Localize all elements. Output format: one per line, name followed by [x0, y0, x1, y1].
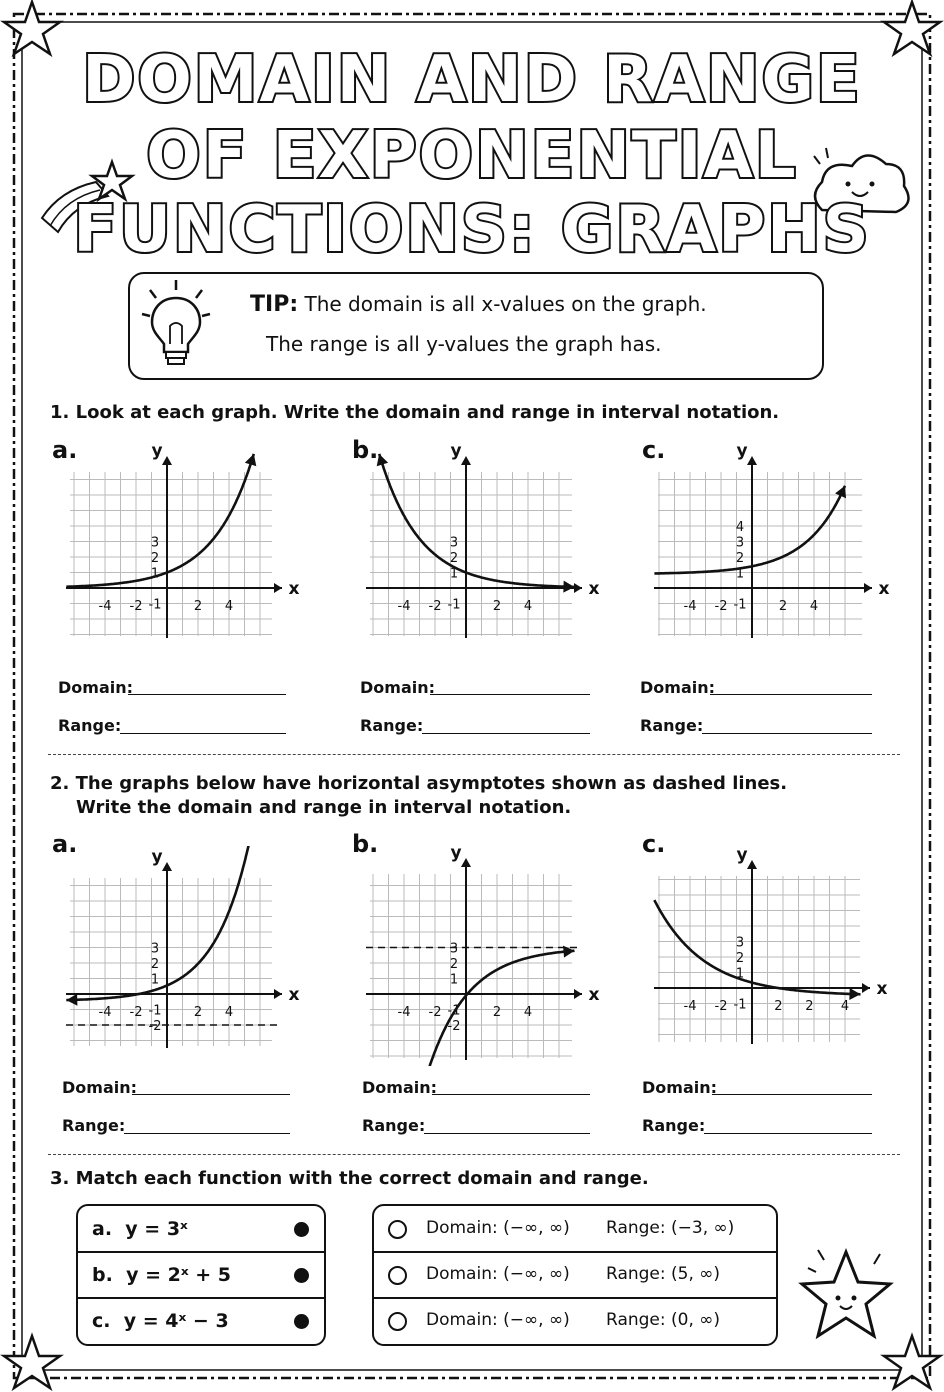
q1a-range-blank[interactable] — [120, 733, 286, 734]
q2c-range-label: Range: — [642, 1116, 706, 1135]
x-tick-label: 4 — [840, 999, 850, 1014]
x-tick-label: 2 — [492, 1005, 502, 1020]
corner-star-icon — [884, 1336, 940, 1388]
y-tick-label: -1 — [447, 1003, 461, 1019]
y-tick-label: -1 — [148, 597, 162, 613]
q3-prompt: 3. Match each function with the correct domain and range. — [50, 1168, 649, 1189]
q2c-range-blank[interactable] — [704, 1133, 872, 1134]
y-tick-label: -2 — [447, 1019, 461, 1034]
q1c-domain-blank[interactable] — [710, 694, 872, 695]
x-axis-label: x — [876, 979, 888, 999]
corner-star-icon — [884, 2, 940, 54]
y-axis-label: y — [450, 441, 462, 461]
x-axis-arrow-icon — [574, 583, 582, 593]
q1b-range-blank[interactable] — [422, 733, 590, 734]
q1a-domain-label: Domain: — [58, 678, 134, 697]
q1a-domain-blank[interactable] — [128, 694, 286, 695]
y-tick-label: 1 — [150, 566, 160, 582]
y-axis-arrow-icon — [162, 456, 172, 465]
q2a-domain-blank[interactable] — [132, 1094, 290, 1095]
curve — [379, 454, 574, 587]
q2a-range-label: Range: — [62, 1116, 126, 1135]
function-b-letter: b. — [92, 1264, 113, 1286]
curve — [382, 951, 574, 1066]
answer-2-domain: Domain: (−∞, ∞) — [426, 1264, 570, 1284]
y-axis-label: y — [736, 846, 748, 865]
x-tick-label: -2 — [714, 599, 728, 614]
x-tick-label: -4 — [397, 599, 411, 614]
curve-arrow-icon — [66, 994, 77, 1006]
q2c-graph — [644, 846, 904, 1066]
answer-3-domain: Domain: (−∞, ∞) — [426, 1310, 570, 1330]
x-axis-arrow-icon — [274, 989, 282, 999]
y-axis-label: y — [151, 847, 163, 867]
function-c — [92, 1310, 229, 1332]
match-dot-b[interactable] — [294, 1268, 309, 1283]
q1b-domain-blank[interactable] — [430, 694, 590, 695]
q2a-graph — [52, 846, 312, 1066]
q2c-domain-label: Domain: — [642, 1078, 718, 1097]
y-tick-label: 1 — [449, 972, 459, 988]
x-tick-label: -4 — [98, 599, 112, 614]
title-line-1: DOMAIN AND RANGE — [82, 43, 862, 117]
x-tick-label: -4 — [397, 1005, 411, 1020]
y-tick-label: 1 — [735, 566, 745, 582]
tip-box — [128, 272, 824, 380]
x-tick-label: 2 — [193, 1005, 203, 1020]
q2b-letter: b. — [352, 830, 379, 858]
curve — [66, 454, 254, 587]
y-tick-label: 2 — [735, 551, 745, 566]
y-axis-arrow-icon — [461, 858, 471, 867]
q1b-letter: b. — [352, 436, 379, 464]
y-tick-label: 2 — [150, 957, 160, 972]
functions-box — [76, 1204, 326, 1346]
q2a-range-blank[interactable] — [124, 1133, 290, 1134]
y-tick-label: 1 — [449, 566, 459, 582]
function-c-expr: y = 4ˣ − 3 — [123, 1310, 229, 1332]
q1a-letter: a. — [52, 436, 78, 464]
function-b — [92, 1264, 231, 1286]
curve-arrow-icon — [563, 581, 574, 593]
q2b-graph — [356, 846, 616, 1066]
match-circle-1[interactable] — [388, 1220, 407, 1239]
tip-text-1: The domain is all x-values on the graph. — [304, 292, 707, 316]
answer-2-range: Range: (5, ∞) — [606, 1264, 721, 1284]
y-axis-label: y — [450, 846, 462, 863]
x-axis-arrow-icon — [864, 583, 872, 593]
q2b-domain-label: Domain: — [362, 1078, 438, 1097]
y-tick-label: -1 — [148, 1003, 162, 1019]
x-tick-label: 2 — [193, 599, 203, 614]
q1-prompt: 1. Look at each graph. Write the domain and range in interval notation. — [50, 402, 780, 423]
match-dot-a[interactable] — [294, 1222, 309, 1237]
q2b-range-blank[interactable] — [424, 1133, 590, 1134]
q2b-range-label: Range: — [362, 1116, 426, 1135]
y-axis-arrow-icon — [461, 456, 471, 465]
curve-arrow-icon — [377, 454, 388, 466]
x-tick-label: 4 — [523, 599, 533, 614]
y-axis-label: y — [151, 441, 163, 461]
curve — [654, 486, 845, 574]
y-tick-label: -1 — [447, 597, 461, 613]
q1c-range-blank[interactable] — [702, 733, 872, 734]
y-tick-label: 3 — [735, 535, 745, 551]
answer-3-range: Range: (0, ∞) — [606, 1310, 721, 1330]
x-axis-arrow-icon — [274, 583, 282, 593]
q1a-graph — [52, 440, 312, 650]
y-tick-label: 3 — [449, 941, 459, 957]
x-tick-label: 4 — [809, 599, 819, 614]
q2c-letter: c. — [642, 830, 666, 858]
match-dot-c[interactable] — [294, 1314, 309, 1329]
x-tick-label: -4 — [98, 1005, 112, 1020]
y-tick-label: 3 — [150, 535, 160, 551]
x-axis-label: x — [588, 985, 600, 1005]
x-tick-label: -4 — [683, 599, 697, 614]
answer-1-range: Range: (−3, ∞) — [606, 1218, 735, 1238]
y-axis-arrow-icon — [747, 456, 757, 465]
x-tick-label: -2 — [428, 1005, 442, 1020]
tip-line-1 — [250, 292, 707, 317]
x-axis-label: x — [288, 579, 300, 599]
function-a-expr: y = 3ˣ — [125, 1218, 188, 1240]
y-tick-label: 3 — [150, 941, 160, 957]
q2-prompt-line-2: Write the domain and range in interval notation. — [76, 797, 572, 818]
x-tick-label: 4 — [224, 1005, 234, 1020]
q1c-graph — [644, 440, 904, 650]
y-tick-label: 2 — [449, 551, 459, 566]
x-tick-label: -4 — [683, 999, 697, 1014]
answers-box — [372, 1204, 778, 1346]
x-axis-arrow-icon — [574, 989, 582, 999]
section-divider — [48, 754, 900, 755]
q1c-domain-label: Domain: — [640, 678, 716, 697]
q2-prompt-line-1: 2. The graphs below have horizontal asymptotes shown as dashed lines. — [50, 773, 788, 794]
x-axis-label: x — [588, 579, 600, 599]
x-tick-label: 4 — [224, 599, 234, 614]
function-c-letter: c. — [92, 1310, 111, 1332]
q1c-range-label: Range: — [640, 716, 704, 735]
y-tick-label: 1 — [150, 972, 160, 988]
y-axis-label: y — [736, 441, 748, 461]
y-tick-label: 3 — [735, 935, 745, 951]
y-axis-arrow-icon — [162, 862, 172, 871]
q1c-letter: c. — [642, 436, 666, 464]
x-axis-label: x — [288, 985, 300, 1005]
y-tick-label: -1 — [733, 997, 747, 1013]
corner-star-icon — [4, 2, 60, 54]
title-line-3: FUNCTIONS: GRAPHS — [73, 193, 871, 267]
match-circle-3[interactable] — [388, 1312, 407, 1331]
x-tick-label: 2 — [805, 999, 814, 1014]
x-tick-label: -2 — [428, 599, 442, 614]
tip-label: TIP: — [250, 292, 299, 317]
corner-star-icon — [4, 1336, 60, 1388]
function-a — [92, 1218, 188, 1240]
q2c-domain-blank[interactable] — [712, 1094, 872, 1095]
q1b-graph — [356, 440, 616, 650]
match-circle-2[interactable] — [388, 1266, 407, 1285]
x-tick-label: 2 — [774, 999, 783, 1014]
x-axis-arrow-icon — [862, 983, 870, 993]
q1b-domain-label: Domain: — [360, 678, 436, 697]
section-divider — [48, 1154, 900, 1155]
smiling-star-icon — [802, 1250, 890, 1336]
title-line-2: OF EXPONENTIAL — [146, 119, 798, 193]
y-tick-label: 1 — [735, 966, 745, 982]
y-tick-label: 2 — [449, 957, 459, 972]
x-axis-label: x — [878, 579, 890, 599]
answer-1-domain: Domain: (−∞, ∞) — [426, 1218, 570, 1238]
x-tick-label: -2 — [129, 599, 143, 614]
x-tick-label: 4 — [523, 1005, 533, 1020]
curve-arrow-icon — [849, 988, 860, 1000]
function-b-expr: y = 2ˣ + 5 — [126, 1264, 232, 1286]
x-tick-label: -2 — [714, 999, 728, 1014]
tip-line-2: The range is all y-values the graph has. — [266, 332, 662, 356]
y-tick-label: 2 — [150, 551, 160, 566]
q2a-letter: a. — [52, 830, 78, 858]
curve-arrow-icon — [245, 454, 256, 466]
q2b-domain-blank[interactable] — [432, 1094, 590, 1095]
function-a-letter: a. — [92, 1218, 113, 1240]
x-tick-label: 2 — [778, 599, 788, 614]
q1a-range-label: Range: — [58, 716, 122, 735]
y-tick-label: 4 — [735, 520, 745, 535]
y-tick-label: 3 — [449, 535, 459, 551]
y-tick-label: 2 — [735, 951, 745, 966]
y-axis-arrow-icon — [747, 860, 757, 869]
q1b-range-label: Range: — [360, 716, 424, 735]
x-tick-label: 2 — [492, 599, 502, 614]
y-tick-label: -2 — [148, 1019, 162, 1034]
q2a-domain-label: Domain: — [62, 1078, 138, 1097]
lightbulb-icon — [140, 278, 212, 370]
x-tick-label: -2 — [129, 1005, 143, 1020]
y-tick-label: -1 — [733, 597, 747, 613]
